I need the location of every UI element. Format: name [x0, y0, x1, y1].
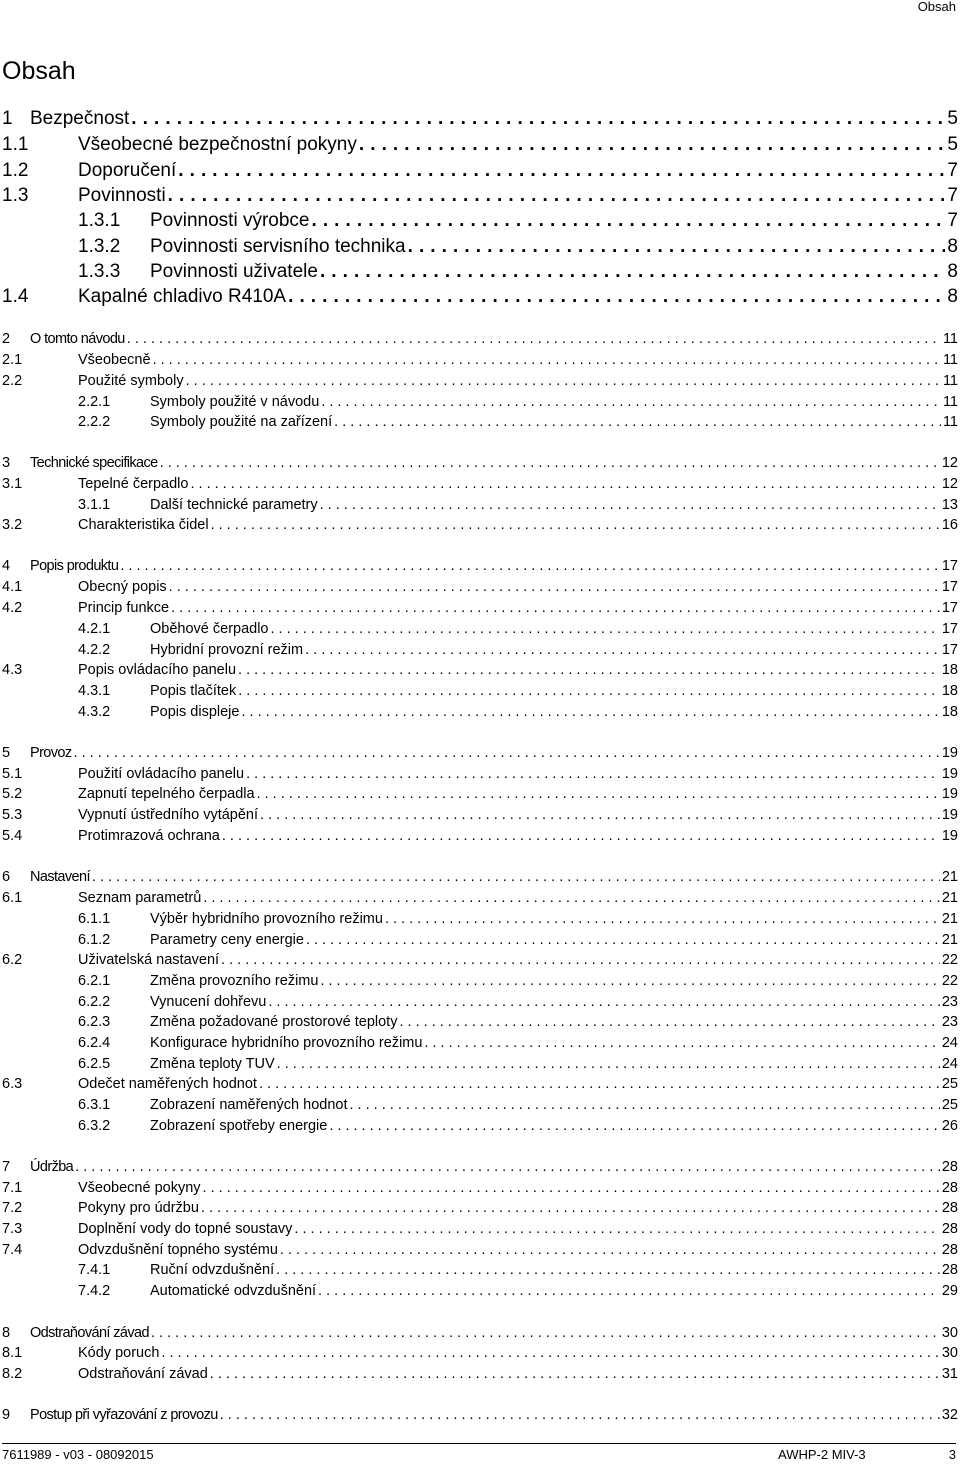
toc-number: 5.4: [2, 828, 23, 844]
toc-entry[interactable]: [0, 331, 960, 352]
toc-title: Výběr hybridního provozního režimu: [150, 911, 383, 927]
dot-leader: [238, 662, 940, 678]
toc-entry[interactable]: [0, 1076, 960, 1097]
dot-leader: [153, 352, 941, 368]
toc-number: 8: [2, 1325, 10, 1341]
toc-number: 9: [2, 1407, 10, 1423]
toc-entry[interactable]: [0, 1283, 960, 1304]
toc-title: Povinnosti: [78, 185, 166, 206]
toc-entry[interactable]: [0, 807, 960, 828]
toc-page-number: 18: [941, 683, 958, 699]
dot-leader: [321, 394, 941, 410]
toc-title: Symboly použité na zařízení: [150, 414, 333, 430]
toc-number: 1.3: [2, 185, 29, 206]
toc-entry[interactable]: [0, 455, 960, 476]
toc-entry[interactable]: [0, 517, 960, 538]
toc-title: Symboly použité v návodu: [150, 394, 320, 410]
dot-leader: [246, 766, 940, 782]
toc-title: Princip funkce: [78, 600, 170, 616]
toc-page-number: 25: [941, 1076, 958, 1092]
toc-number: 1.4: [2, 286, 29, 307]
toc-number: 3.1: [2, 476, 23, 492]
toc-title: Zobrazení naměřených hodnot: [150, 1097, 348, 1113]
toc-title: O tomto návodu: [30, 331, 125, 347]
toc-page-number: 19: [941, 786, 958, 802]
toc-title: Údržba: [30, 1159, 74, 1175]
toc-title: Doporučení: [78, 160, 177, 181]
toc-number: 3.2: [2, 517, 23, 533]
toc-entry[interactable]: [0, 1118, 960, 1139]
toc-entry[interactable]: [0, 1262, 960, 1283]
toc-number: 4.2.1: [78, 621, 111, 637]
dot-leader: [186, 373, 941, 389]
toc-entry[interactable]: [0, 683, 960, 704]
toc-entry[interactable]: [0, 828, 960, 849]
toc-number: 8.2: [2, 1366, 23, 1382]
toc-number: 1.3.2: [78, 236, 121, 257]
toc-number: 2.2: [2, 373, 23, 389]
toc-title: Odstraňování závad: [30, 1325, 149, 1341]
toc-number: 8.1: [2, 1345, 23, 1361]
toc-page-number: 16: [941, 517, 958, 533]
toc-page-number: 28: [941, 1242, 958, 1258]
toc-page-number: 30: [941, 1325, 958, 1341]
toc-page-number: 11: [942, 414, 958, 430]
toc-page-number: 31: [941, 1366, 958, 1382]
dot-leader: [203, 1180, 940, 1196]
toc-entry[interactable]: [0, 558, 960, 579]
toc-page-number: 19: [941, 745, 958, 761]
toc-number: 7.3: [2, 1221, 23, 1237]
toc-number: 6.2.2: [78, 994, 111, 1010]
toc-number: 4.2.2: [78, 642, 111, 658]
toc-page-number: 29: [941, 1283, 958, 1299]
toc-title: Vynucení dohřevu: [150, 994, 267, 1010]
toc-entry[interactable]: [0, 497, 960, 518]
toc-title: Technické specifikace: [30, 455, 158, 471]
toc-page-number: 7: [947, 160, 958, 181]
dot-leader: [320, 973, 939, 989]
toc-number: 2.1: [2, 352, 23, 368]
toc-entry[interactable]: [0, 973, 960, 994]
toc-title: Doplnění vody do topné soustavy: [78, 1221, 293, 1237]
running-header: Obsah: [917, 0, 956, 14]
dot-leader: [169, 579, 940, 595]
toc-entry[interactable]: [0, 373, 960, 394]
toc-entry[interactable]: [0, 261, 960, 287]
dot-leader: [318, 1283, 940, 1299]
dot-leader: [161, 1345, 939, 1361]
toc-number: 7.4.1: [78, 1262, 111, 1278]
toc-title: Charakteristika čidel: [78, 517, 209, 533]
toc-entry[interactable]: [0, 745, 960, 766]
toc-entry[interactable]: [0, 236, 960, 262]
toc-number: 4: [2, 558, 10, 574]
dot-leader: [241, 704, 939, 720]
toc-entry[interactable]: [0, 352, 960, 373]
document-code: 7611989 - v03 - 08092015: [2, 1447, 154, 1462]
toc-entry[interactable]: [0, 579, 960, 600]
dot-leader: [160, 455, 940, 471]
toc-number: 2.2.2: [78, 414, 111, 430]
toc-number: 6.3.1: [78, 1097, 111, 1113]
toc-number: 3.1.1: [78, 497, 111, 513]
toc-page-number: 18: [941, 662, 958, 678]
toc-page-number: 17: [941, 558, 958, 574]
toc-number: 4.3.2: [78, 704, 111, 720]
toc-title: Zobrazení spotřeby energie: [150, 1118, 328, 1134]
dot-leader: [211, 517, 940, 533]
toc-number: 5.1: [2, 766, 23, 782]
toc-page-number: 28: [941, 1159, 958, 1175]
toc-page-number: 5: [947, 108, 958, 129]
toc-number: 3: [2, 455, 10, 471]
toc-entry[interactable]: [0, 1180, 960, 1201]
toc-page-number: 22: [941, 952, 958, 968]
dot-leader: [203, 890, 940, 906]
toc-page-number: 18: [941, 704, 958, 720]
page-footer: [2, 1443, 956, 1462]
toc-title: Seznam parametrů: [78, 890, 202, 906]
dot-leader: [424, 1035, 939, 1051]
toc-page-number: 12: [941, 455, 958, 471]
toc-page-number: 19: [941, 828, 958, 844]
dot-leader: [74, 745, 940, 761]
toc-title: Ruční odvzdušnění: [150, 1262, 275, 1278]
toc-entry[interactable]: [0, 1345, 960, 1366]
dot-leader: [221, 952, 940, 968]
toc-entry[interactable]: [0, 704, 960, 725]
toc-title: Postup při vyřazování z provozu: [30, 1407, 218, 1423]
toc-title: Odvzdušnění topného systému: [78, 1242, 278, 1258]
toc-title: Automatické odvzdušnění: [150, 1283, 317, 1299]
toc-page-number: 28: [941, 1200, 958, 1216]
toc-entry[interactable]: [0, 394, 960, 415]
toc-number: 6.3.2: [78, 1118, 111, 1134]
toc-title: Konfigurace hybridního provozního režimu: [150, 1035, 423, 1051]
dot-leader: [320, 261, 945, 283]
toc-entry[interactable]: [0, 476, 960, 497]
toc-title: Popis displeje: [150, 704, 240, 720]
page-number: 3: [948, 1447, 956, 1462]
toc-number: 6.2.5: [78, 1056, 111, 1072]
dot-leader: [92, 869, 940, 885]
dot-leader: [210, 1366, 940, 1382]
toc-entry[interactable]: [0, 1242, 960, 1263]
toc-entry[interactable]: [0, 600, 960, 621]
dot-leader: [127, 331, 941, 347]
toc-number: 6.1: [2, 890, 23, 906]
toc-page-number: 13: [941, 497, 958, 513]
page-title: Obsah: [2, 57, 76, 85]
toc-page-number: 21: [941, 869, 958, 885]
toc-number: 6.3: [2, 1076, 23, 1092]
toc-entry[interactable]: [0, 786, 960, 807]
toc-title: Uživatelská nastavení: [78, 952, 220, 968]
toc-entry[interactable]: [0, 994, 960, 1015]
toc-number: 2.2.1: [78, 394, 111, 410]
toc-number: 4.1: [2, 579, 23, 595]
dot-leader: [320, 497, 940, 513]
toc-page-number: 21: [941, 932, 958, 948]
toc-entry[interactable]: [0, 185, 960, 211]
dot-leader: [151, 1325, 940, 1341]
toc-title: Kapalné chladivo R410A: [78, 286, 287, 307]
dot-leader: [334, 414, 941, 430]
toc-number: 1.1: [2, 134, 29, 155]
toc-number: 6.1.2: [78, 932, 111, 948]
dot-leader: [408, 236, 946, 258]
toc-number: 2: [2, 331, 10, 347]
dot-leader: [288, 286, 945, 308]
toc-page-number: 8: [947, 261, 958, 282]
toc-title: Obecný popis: [78, 579, 167, 595]
toc-title: Povinnosti uživatele: [150, 261, 318, 282]
dot-leader: [131, 108, 945, 130]
dot-leader: [350, 1097, 940, 1113]
dot-leader: [399, 1014, 939, 1030]
toc-page-number: 5: [947, 134, 958, 155]
toc-title: Změna požadované prostorové teploty: [150, 1014, 398, 1030]
toc-page-number: 21: [941, 890, 958, 906]
toc-title: Všeobecné pokyny: [78, 1180, 201, 1196]
toc-title: Popis produktu: [30, 558, 119, 574]
dot-leader: [201, 1200, 940, 1216]
toc-entry[interactable]: [0, 1407, 960, 1428]
dot-leader: [257, 786, 940, 802]
dot-leader: [190, 476, 939, 492]
toc-number: 6.2.1: [78, 973, 111, 989]
toc-entry[interactable]: [0, 766, 960, 787]
toc-page-number: 8: [947, 286, 958, 307]
toc-title: Parametry ceny energie: [150, 932, 304, 948]
toc-number: 6: [2, 869, 10, 885]
toc-number: 6.1.1: [78, 911, 111, 927]
toc-title: Všeobecné bezpečnostní pokyny: [78, 134, 357, 155]
toc-page-number: 7: [947, 210, 958, 231]
toc-number: 5.3: [2, 807, 23, 823]
dot-leader: [222, 828, 940, 844]
toc-entry[interactable]: [0, 108, 960, 134]
toc-page-number: 28: [941, 1180, 958, 1196]
toc-entry[interactable]: [0, 1366, 960, 1387]
toc-page-number: 23: [941, 994, 958, 1010]
toc-page-number: 22: [941, 973, 958, 989]
toc-title: Popis tlačítek: [150, 683, 237, 699]
dot-leader: [280, 1242, 940, 1258]
toc-entry[interactable]: [0, 869, 960, 890]
toc-entry[interactable]: [0, 932, 960, 953]
toc-page-number: 28: [941, 1262, 958, 1278]
toc-title: Bezpečnost: [30, 108, 130, 129]
toc-entry[interactable]: [0, 1014, 960, 1035]
toc-page-number: 12: [941, 476, 958, 492]
toc-entry[interactable]: [0, 1200, 960, 1221]
toc-number: 7: [2, 1159, 10, 1175]
toc-title: Popis ovládacího panelu: [78, 662, 237, 678]
dot-leader: [178, 160, 945, 182]
toc-entry[interactable]: [0, 1056, 960, 1077]
toc-number: 1.3.1: [78, 210, 121, 231]
toc-page-number: 8: [947, 236, 958, 257]
toc-title: Další technické parametry: [150, 497, 318, 513]
toc-page-number: 32: [941, 1407, 958, 1423]
dot-leader: [120, 558, 940, 574]
toc-title: Změna provozního režimu: [150, 973, 319, 989]
toc-entry[interactable]: [0, 286, 960, 312]
toc-page-number: 17: [941, 579, 958, 595]
toc-title: Povinnosti výrobce: [150, 210, 310, 231]
toc-number: 4.2: [2, 600, 23, 616]
toc-title: Provoz: [30, 745, 72, 761]
dot-leader: [75, 1159, 940, 1175]
toc-number: 1: [2, 108, 13, 129]
toc-entry[interactable]: [0, 1035, 960, 1056]
dot-leader: [329, 1118, 940, 1134]
toc-title: Oběhové čerpadlo: [150, 621, 269, 637]
toc-entry[interactable]: [0, 642, 960, 663]
toc-page-number: 11: [942, 352, 958, 368]
toc-title: Odstraňování závad: [78, 1366, 208, 1382]
toc-page-number: 25: [941, 1097, 958, 1113]
toc-page-number: 11: [942, 373, 958, 389]
dot-leader: [268, 994, 940, 1010]
toc-entry[interactable]: [0, 134, 960, 160]
dot-leader: [359, 134, 946, 156]
toc-number: 5: [2, 745, 10, 761]
toc-number: 7.2: [2, 1200, 23, 1216]
dot-leader: [271, 621, 940, 637]
toc-page-number: 17: [941, 642, 958, 658]
dot-leader: [238, 683, 940, 699]
dot-leader: [305, 642, 940, 658]
toc-number: 7.4: [2, 1242, 23, 1258]
toc-entry[interactable]: [0, 1221, 960, 1242]
toc-number: 1.3.3: [78, 261, 121, 282]
toc-page-number: 7: [947, 185, 958, 206]
dot-leader: [276, 1262, 940, 1278]
toc-number: 4.3: [2, 662, 23, 678]
toc-entry[interactable]: [0, 414, 960, 435]
toc-entry[interactable]: [0, 1325, 960, 1346]
toc-entry[interactable]: [0, 662, 960, 683]
toc-page-number: 11: [942, 394, 958, 410]
toc-title: Tepelné čerpadlo: [78, 476, 189, 492]
toc-entry[interactable]: [0, 890, 960, 911]
toc-page-number: 19: [941, 807, 958, 823]
toc-title: Odečet naměřených hodnot: [78, 1076, 257, 1092]
model-name: AWHP-2 MIV-3: [778, 1447, 866, 1462]
toc-page-number: 19: [941, 766, 958, 782]
dot-leader: [306, 932, 940, 948]
toc-page-number: 28: [941, 1221, 958, 1237]
toc-entry[interactable]: [0, 210, 960, 236]
toc-title: Použité symboly: [78, 373, 184, 389]
dot-leader: [385, 911, 940, 927]
toc-entry[interactable]: [0, 911, 960, 932]
toc-entry[interactable]: [0, 1097, 960, 1118]
toc-page-number: 11: [942, 331, 958, 347]
toc-number: 5.2: [2, 786, 23, 802]
dot-leader: [294, 1221, 939, 1237]
toc-title: Nastavení: [30, 869, 90, 885]
toc-page-number: 30: [941, 1345, 958, 1361]
toc-title: Vypnutí ústředního vytápění: [78, 807, 259, 823]
toc-title: Hybridní provozní režim: [150, 642, 304, 658]
toc-page-number: 21: [941, 911, 958, 927]
toc-entry[interactable]: [0, 1159, 960, 1180]
toc-title: Pokyny pro údržbu: [78, 1200, 199, 1216]
dot-leader: [171, 600, 940, 616]
dot-leader: [259, 1076, 940, 1092]
toc-page-number: 23: [941, 1014, 958, 1030]
toc-number: 7.4.2: [78, 1283, 111, 1299]
dot-leader: [260, 807, 940, 823]
dot-leader: [311, 210, 945, 232]
toc-number: 7.1: [2, 1180, 23, 1196]
toc-page-number: 24: [941, 1056, 958, 1072]
toc-title: Kódy poruch: [78, 1345, 160, 1361]
toc-entry[interactable]: [0, 952, 960, 973]
toc-number: 6.2: [2, 952, 23, 968]
toc-page-number: 17: [941, 600, 958, 616]
toc-number: 6.2.4: [78, 1035, 111, 1051]
dot-leader: [277, 1056, 940, 1072]
dot-leader: [220, 1407, 940, 1423]
toc-title: Zapnutí tepelného čerpadla: [78, 786, 255, 802]
toc-page-number: 24: [941, 1035, 958, 1051]
toc-number: 4.3.1: [78, 683, 111, 699]
toc-title: Použití ovládacího panelu: [78, 766, 245, 782]
dot-leader: [168, 185, 946, 207]
toc-number: 1.2: [2, 160, 29, 181]
toc-title: Protimrazová ochrana: [78, 828, 220, 844]
toc-title: Povinnosti servisního technika: [150, 236, 406, 257]
toc-page-number: 17: [941, 621, 958, 637]
toc-entry[interactable]: [0, 621, 960, 642]
toc-title: Změna teploty TUV: [150, 1056, 275, 1072]
toc-title: Všeobecně: [78, 352, 151, 368]
toc-entry[interactable]: [0, 160, 960, 186]
toc-number: 6.2.3: [78, 1014, 111, 1030]
toc-page-number: 26: [941, 1118, 958, 1134]
